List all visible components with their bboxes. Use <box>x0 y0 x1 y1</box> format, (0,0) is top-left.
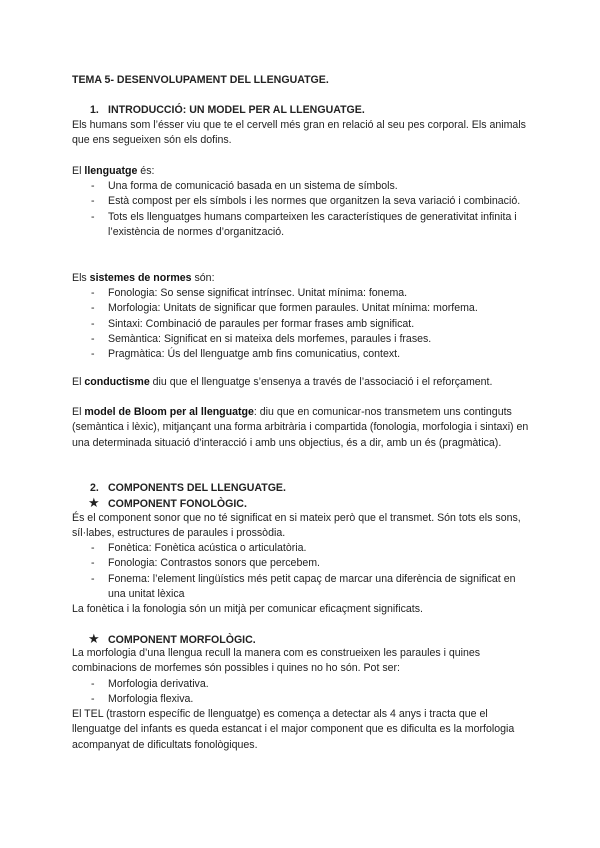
list-item: - Morfologia flexiva. <box>91 693 194 706</box>
fonologic-list <box>72 541 532 602</box>
list-item: - Morfologia: Unitats de significar que formen paraules. Unitat mínima: morfema. <box>91 302 478 315</box>
list-item: - Pragmàtica: Ús del llenguatge amb fins comunicatius, context. <box>91 348 401 361</box>
star-icon: ★ <box>88 495 100 510</box>
morfologic-list <box>72 677 532 708</box>
subsection-fonologic-heading: ★ COMPONENT FONOLÒGIC. <box>88 495 247 510</box>
list-item: - Està compost per els símbols i les normes que organitzen la seva variació i combinació. <box>91 195 521 208</box>
list-item: - Tots els llenguatges humans comparteixen les característiques de generativitat infinita i l’existència de normes d’organització. <box>91 210 517 238</box>
star-icon: ★ <box>88 631 100 646</box>
fonologic-outro: La fonètica i la fonologia són un mitjà per comunicar eficaçment significats. <box>72 603 423 615</box>
llenguatge-list <box>72 179 532 240</box>
term-sistemes-de-normes: sistemes de normes <box>89 272 192 284</box>
llenguatge-definition-lead: El llenguatge és: <box>72 165 155 177</box>
list-item: - Morfologia derivativa. <box>91 678 209 690</box>
term-conductisme: conductisme <box>84 376 150 388</box>
sistemes-list <box>72 286 532 362</box>
document-title: TEMA 5- DESENVOLUPAMENT DEL LLENGUATGE. <box>72 74 329 86</box>
list-item: - Sintaxi: Combinació de paraules per formar frases amb significat. <box>91 317 415 330</box>
term-llenguatge: llenguatge <box>84 165 138 177</box>
section-1-number: 1. <box>90 104 99 116</box>
list-item: - Fonètica: Fonètica acústica o articulatòria. <box>91 542 307 554</box>
conductisme-paragraph: El conductisme diu que el llenguatge s’ensenya a través de l’associació i el reforçament. <box>72 376 493 388</box>
term-model-de-bloom: model de Bloom per al llenguatge <box>84 406 254 418</box>
list-item: - Semàntica: Significat en si mateixa dels morfemes, paraules i frases. <box>91 332 432 345</box>
list-item: - Fonologia: So sense significat intrínsec. Unitat mínima: fonema. <box>91 287 408 299</box>
section-1-heading-text: INTRODUCCIÓ: UN MODEL PER AL LLENGUATGE. <box>108 104 365 116</box>
subsection-morfologic-heading: ★ COMPONENT MORFOLÒGIC. <box>88 631 256 646</box>
section-2-heading-text: COMPONENTS DEL LLENGUATGE. <box>108 482 286 494</box>
list-item: - Fonologia: Contrastos sonors que percebem. <box>91 557 320 570</box>
morfologic-intro: La morfologia d’una llengua recull la manera com es construeixen les paraules i quines combinacions de morfemes són possibles i quines no ho són. Pot ser: <box>72 647 481 675</box>
fonologic-intro: És el component sonor que no té significat en si mateix però que el transmet. Són tots els sons, síl·labes, estructures de paraules i prossòdia. <box>72 512 521 540</box>
sistemes-definition-lead: Els sistemes de normes són: <box>72 272 215 284</box>
intro-paragraph: Els humans som l’ésser viu que te el cervell més gran en relació al seu pes corporal. Els animals que ens segueixen són els dofins. <box>72 119 526 147</box>
morfologic-outro: El TEL (trastorn específic de llenguatge) es comença a detectar als 4 anys i tracta que el llenguatge del infants es queda estancat i el major component que es dificulta es la morfologia acompanyat de dificultats fonològiques. <box>72 708 515 751</box>
bloom-paragraph: El model de Bloom per al llenguatge: diu que en comunicar-nos transmetem uns continguts (semàntica i lèxic), mitjançant una forma arbitrària i compartida (fonologia, morfologia i sintaxi) en una determinada situació d’interacció i amb uns objectius, és a dir, amb un és (pragmàtica). <box>72 406 529 449</box>
section-2-heading <box>90 481 286 496</box>
section-2-number: 2. <box>90 482 99 494</box>
list-item: - Fonema: l’element lingüístics més petit capaç de marcar una diferència de significat en una unitat lèxica <box>91 572 516 600</box>
list-item: - Una forma de comunicació basada en un sistema de símbols. <box>91 180 398 192</box>
section-1-heading <box>90 103 365 118</box>
